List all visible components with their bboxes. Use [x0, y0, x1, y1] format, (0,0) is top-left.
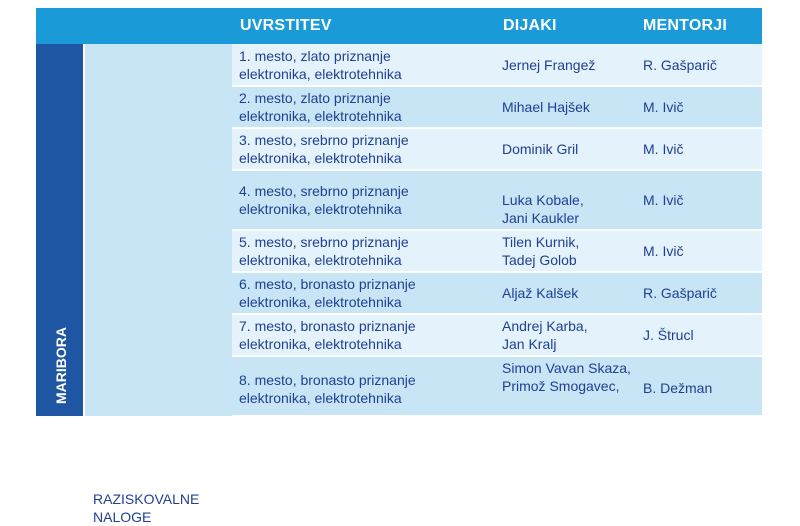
student-name: Jani Kaukler	[502, 210, 580, 226]
placement-line: 4. mesto, srebrno priznanje	[239, 183, 409, 199]
placement-line: 2. mesto, zlato priznanje	[239, 90, 391, 106]
student-name: Dominik Gril	[502, 141, 579, 157]
header-side-blank	[36, 8, 84, 44]
header-category-blank	[84, 8, 232, 44]
header-students: DIJAKI	[495, 8, 635, 44]
field-line: elektronika, elektrotehnika	[239, 65, 402, 82]
mentor-name: M. Ivič	[643, 99, 684, 115]
student-name: Tilen Kurnik,	[502, 234, 580, 250]
field-line: elektronika, elektrotehnika	[239, 201, 402, 217]
category-label	[93, 490, 199, 526]
students-cell	[495, 356, 635, 416]
header-mentors: MENTORJI	[635, 8, 762, 44]
mentor-name: R. Gašparič	[643, 56, 717, 73]
student-name: Simon Vavan Skaza,	[502, 360, 631, 376]
header-row	[36, 8, 762, 44]
student-name: Andrej Karba,	[502, 318, 588, 334]
placement-line: 8. mesto, bronasto priznanje	[239, 372, 416, 388]
placement-line: 1. mesto, zlato priznanje	[239, 47, 391, 64]
mentor-name: M. Ivič	[643, 243, 684, 259]
students-cell	[495, 44, 635, 86]
table-row	[36, 44, 762, 86]
student-name: Jan Kralj	[502, 336, 557, 352]
field-line: elektronika, elektrotehnika	[239, 252, 402, 268]
mentor-name: J. Štrucl	[643, 327, 694, 343]
students-cell	[495, 170, 635, 230]
students-cell	[495, 272, 635, 314]
placement-cell	[232, 356, 495, 416]
header-placement: UVRSTITEV	[232, 8, 495, 44]
school-side-label-cell	[36, 44, 84, 416]
field-line: elektronika, elektrotehnika	[239, 294, 402, 310]
field-line: elektronika, elektrotehnika	[239, 108, 402, 124]
mentor-name: M. Ivič	[643, 192, 684, 208]
placement-cell	[232, 128, 495, 170]
mentors-cell	[635, 272, 762, 314]
students-cell	[495, 86, 635, 128]
student-name: Aljaž Kalšek	[502, 285, 579, 301]
placement-cell	[232, 272, 495, 314]
category-cell	[84, 44, 232, 525]
mentors-cell	[635, 86, 762, 128]
placement-cell	[232, 314, 495, 356]
awards-table	[36, 8, 762, 525]
mentor-name: B. Dežman	[643, 380, 713, 396]
mentors-cell	[635, 314, 762, 356]
field-line: elektronika, elektrotehnika	[239, 150, 402, 166]
placement-cell	[232, 170, 495, 230]
category-line-2: NALOGE	[93, 509, 152, 525]
field-line: elektronika, elektrotehnika	[239, 336, 402, 352]
mentors-cell	[635, 44, 762, 86]
students-cell	[495, 314, 635, 356]
awards-table-container	[36, 8, 762, 525]
students-cell	[495, 128, 635, 170]
placement-line: 6. mesto, bronasto priznanje	[239, 276, 416, 292]
student-name: Jernej Frangež	[502, 56, 596, 73]
mentors-cell	[635, 230, 762, 272]
mentors-cell	[635, 356, 762, 416]
placement-cell	[232, 86, 495, 128]
category-line-1: RAZISKOVALNE	[93, 491, 200, 507]
placement-line: 7. mesto, bronasto priznanje	[239, 318, 416, 334]
mentors-cell	[635, 170, 762, 230]
placement-line: 5. mesto, srebrno priznanje	[239, 234, 409, 250]
student-name: Luka Kobale,	[502, 192, 584, 208]
students-cell	[495, 230, 635, 272]
student-name: Primož Smogavec,	[502, 378, 620, 394]
student-name: Mihael Hajšek	[502, 99, 590, 115]
school-side-label: MARIBORA	[53, 327, 69, 404]
mentor-name: R. Gašparič	[643, 285, 717, 301]
mentor-name: M. Ivič	[643, 141, 684, 157]
student-name: Tadej Golob	[502, 252, 577, 268]
placement-cell	[232, 44, 495, 86]
placement-cell	[232, 230, 495, 272]
mentors-cell	[635, 128, 762, 170]
field-line: elektronika, elektrotehnika	[239, 390, 402, 406]
placement-line: 3. mesto, srebrno priznanje	[239, 132, 409, 148]
